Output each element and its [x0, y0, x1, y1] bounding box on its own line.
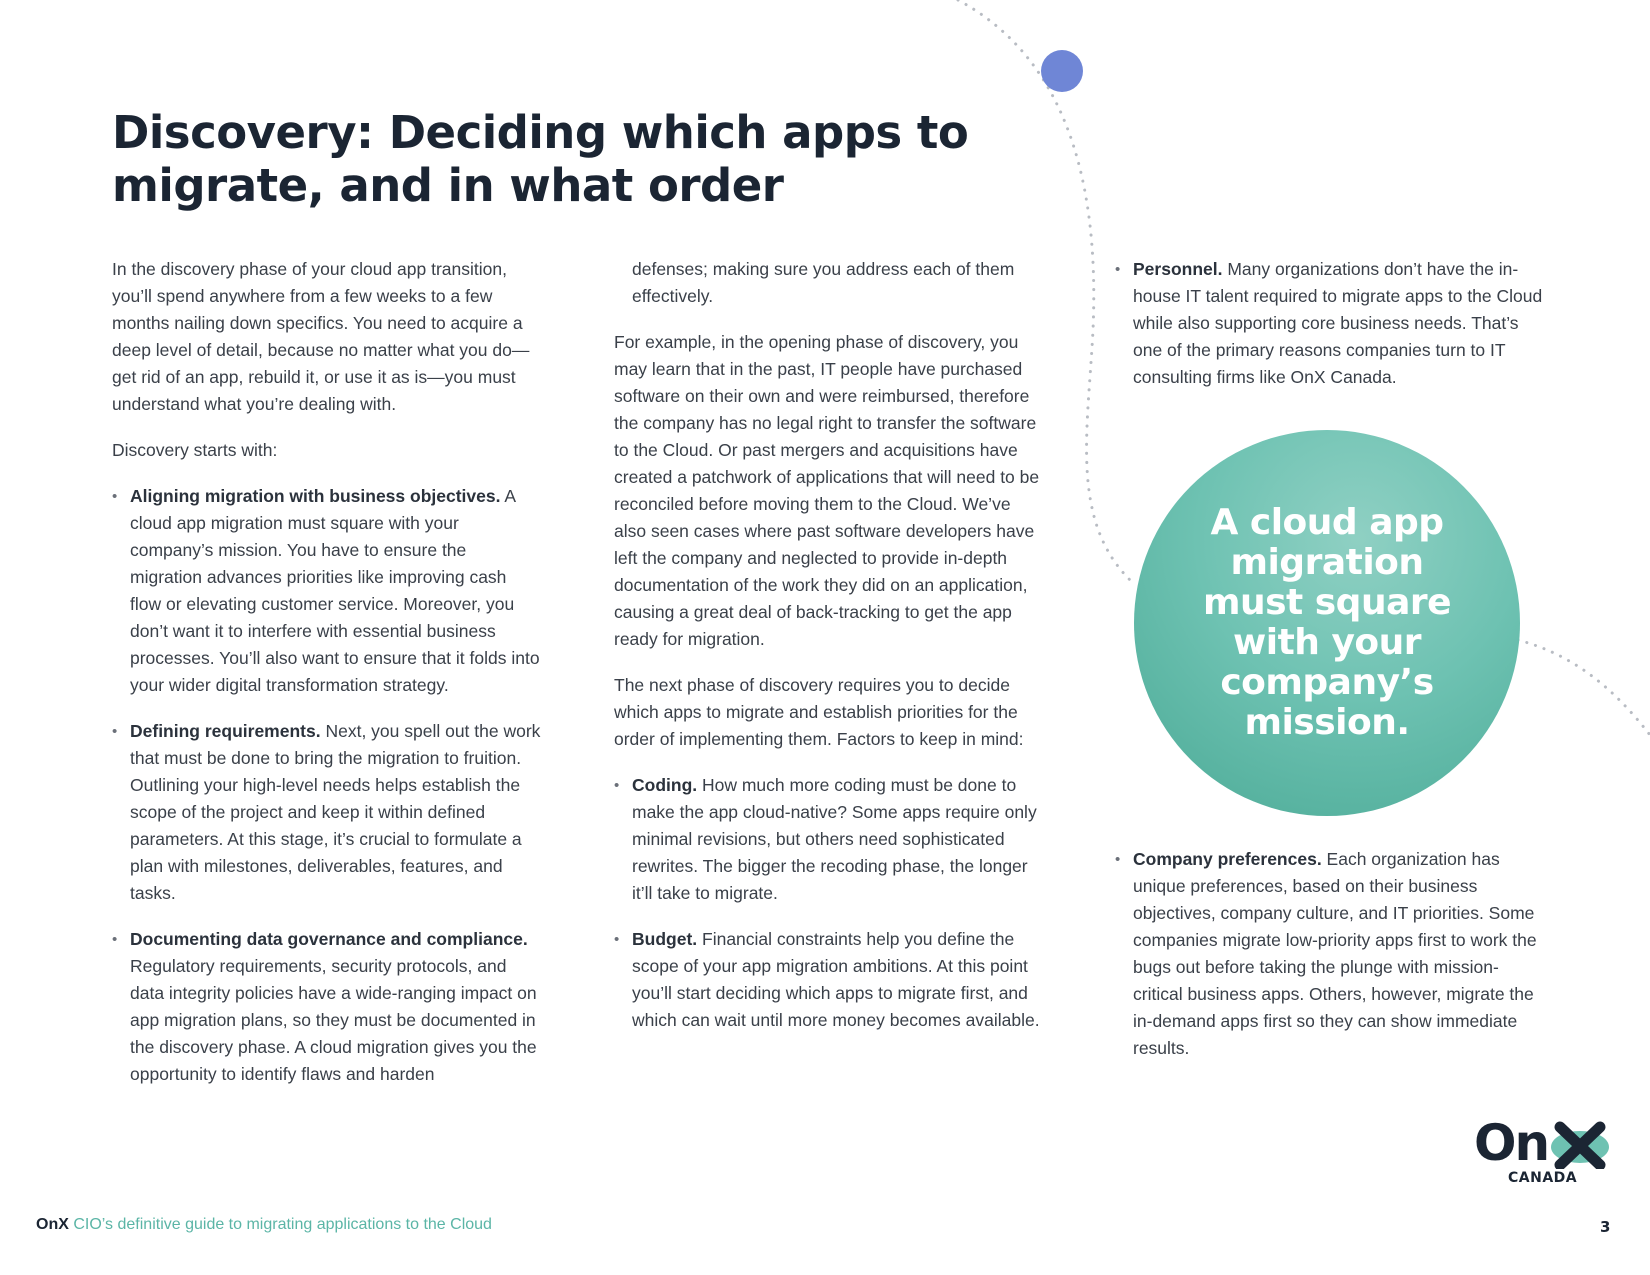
factors-list-continued	[1115, 256, 1545, 391]
list-item-personnel: • Personnel. Many organizations don’t have the in-house IT talent required to migrate apps to the Cloud while also supporting core business needs. That’s one of the primary reasons companies turn to IT consulting firms like OnX Canada.	[1115, 256, 1545, 391]
list-item-defining: • Defining requirements. Next, you spell out the work that must be done to bring the migration to fruition. Outlining your high-level needs helps establish the scope of the project and keep it within defined parameters. At this stage, it’s crucial to formulate a plan with milestones, deliverables, features, and tasks.	[112, 718, 542, 907]
list-item-documenting: • Documenting data governance and compliance. Regulatory requirements, security protocols, and data integrity policies have a wide-ranging impact on app migration plans, so they must be documented in the discovery phase. A cloud migration gives you the opportunity to identify flaws and harden	[112, 926, 542, 1088]
footer	[36, 1216, 492, 1234]
intro-paragraph: In the discovery phase of your cloud app transition, you’ll spend anywhere from a few weeks to a few months nailing down specifics. You need to acquire a deep level of detail, because no matter what you do—get rid of an app, rebuild it, or use it as is—you must understand what you’re dealing with.	[112, 259, 530, 414]
page-title: Discovery: Deciding which apps to migrate, and in what order	[112, 106, 969, 212]
list-item-budget: • Budget. Financial constraints help you define the scope of your app migration ambitions. At this point you’ll start deciding which apps to migrate first, and which can wait until more money becomes available.	[614, 926, 1044, 1034]
callout-text: A cloud app migration must square with your company’s mission.	[1202, 502, 1452, 743]
factors-list	[614, 772, 1044, 1034]
callout-bubble	[1134, 430, 1520, 816]
list-item-aligning: • Aligning migration with business objectives. A cloud app migration must square with your company’s mission. You have to ensure the migration advances priorities like improving cash flow or elevating customer service. Moreover, you don’t want it to interfere with essential business processes. You’ll also want to ensure that it folds into your wider digital transformation strategy.	[112, 483, 542, 699]
page-number: 3	[1600, 1218, 1611, 1236]
column-left	[112, 256, 542, 1107]
continued-paragraph: defenses; making sure you address each of them effectively.	[632, 259, 1015, 306]
onx-canada-logo	[1474, 1115, 1614, 1187]
blue-dot-icon	[1041, 50, 1083, 92]
logo-wordmark: On	[1474, 1114, 1549, 1172]
next-phase-paragraph: The next phase of discovery requires you to decide which apps to migrate and establish priorities for the order of implementing them. Factors to keep in mind:	[614, 675, 1024, 749]
column-middle	[614, 256, 1044, 1053]
footer-brand: OnX	[36, 1216, 69, 1233]
footer-title: CIO’s definitive guide to migrating applications to the Cloud	[68, 1216, 492, 1233]
logo-x-icon	[1550, 1121, 1610, 1169]
factors-list-lower	[1115, 846, 1545, 1081]
discovery-starts-label: Discovery starts with:	[112, 440, 278, 460]
list-item-coding: • Coding. How much more coding must be done to make the app cloud-native? Some apps require only minimal revisions, but others need sophisticated rewrites. The bigger the recoding phase, the longer it’ll take to migrate.	[614, 772, 1044, 907]
logo-subtitle: CANADA	[1508, 1170, 1578, 1186]
discovery-list	[112, 483, 542, 1088]
example-paragraph: For example, in the opening phase of discovery, you may learn that in the past, IT people have purchased software on their own and were reimbursed, therefore the company has no legal right to transfer the software to the Cloud. Or past mergers and acquisitions have created a patchwork of applications that will need to be reconciled before moving them to the Cloud. We’ve also seen cases where past software developers have left the company and neglected to provide in-depth documentation of the work they did on an application, causing a great deal of back-tracking to get the app ready for migration.	[614, 332, 1040, 649]
list-item-company-preferences: • Company preferences. Each organization has unique preferences, based on their business objectives, company culture, and IT priorities. Some companies migrate low-priority apps first to work the bugs out before taking the plunge with mission-critical business apps. Others, however, migrate the in-demand apps first so they can show immediate results.	[1115, 846, 1545, 1062]
